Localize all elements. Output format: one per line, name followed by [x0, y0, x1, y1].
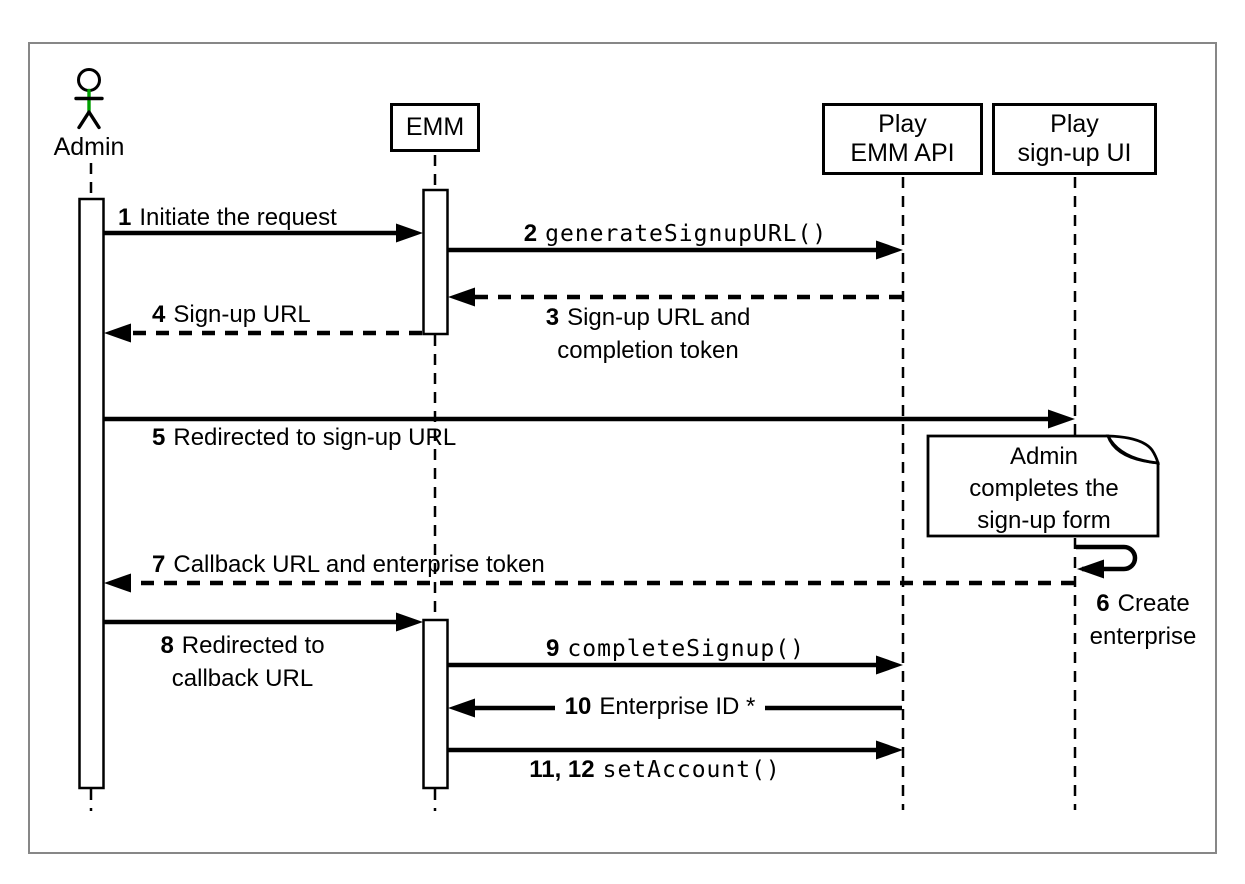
message-6-text1: Create: [1117, 590, 1190, 617]
note-admin-signup: [930, 441, 1158, 537]
admin-actor-icon: [76, 70, 102, 128]
message-6-number: 6: [1096, 590, 1110, 617]
message-1-number: 1: [118, 204, 132, 231]
message-4-arrowhead: [104, 324, 131, 343]
message-6-line2: enterprise: [1089, 623, 1197, 650]
actor-legs: [79, 112, 99, 128]
message-1-arrowhead: [396, 224, 423, 243]
message-5-arrowhead: [1048, 410, 1075, 429]
message-11-12-text: setAccount(): [602, 757, 781, 783]
participant-emm-label: EMM: [405, 113, 465, 141]
message-10-label: [520, 693, 800, 721]
participant-play-emm-api-line1: Play: [878, 110, 927, 138]
participant-play-emm-api-line2: EMM API: [850, 139, 955, 167]
note-line3: sign-up form: [977, 507, 1111, 534]
note-line1: Admin: [1009, 443, 1079, 470]
message-10-text: Enterprise ID *: [599, 693, 756, 720]
message-5-label: [152, 424, 456, 452]
message-1-text: Initiate the request: [139, 204, 337, 231]
self-message-6-loop: [1076, 547, 1135, 579]
message-2-label: [448, 220, 903, 248]
message-11-12-arrowhead: [876, 741, 903, 760]
message-1-label: [118, 204, 337, 232]
message-5-number: 5: [152, 424, 166, 451]
message-3-text1: Sign-up URL and: [567, 304, 751, 331]
message-7-text: Callback URL and enterprise token: [173, 551, 545, 578]
message-6-arrowhead: [1077, 560, 1104, 579]
participant-play-emm-api: [822, 103, 983, 175]
message-10-number: 10: [564, 693, 592, 720]
message-9-number: 9: [546, 635, 560, 662]
message-6-line1: [1077, 587, 1209, 620]
message-7-label: [152, 551, 545, 579]
admin-activation: [80, 199, 104, 788]
note-line2: completes the: [969, 475, 1119, 502]
emm-activation-1: [424, 190, 448, 334]
message-8-text1: Redirected to: [181, 632, 325, 659]
actor-admin-label: Admin: [53, 133, 125, 161]
message-11-12-label: [430, 756, 880, 784]
participant-play-signup-ui: [992, 103, 1157, 175]
message-3-line1: [448, 301, 848, 334]
message-5-text: Redirected to sign-up URL: [173, 424, 457, 451]
message-8-label: [120, 629, 365, 695]
message-9-text: completeSignup(): [567, 636, 805, 662]
message-8-arrowhead: [396, 613, 423, 632]
message-6-label: [1077, 587, 1209, 653]
message-3-label: [448, 301, 848, 367]
participant-play-signup-ui-line1: Play: [1050, 110, 1099, 138]
message-2-number: 2: [523, 220, 538, 247]
message-10-arrowhead: [448, 699, 475, 718]
message-9-label: [448, 635, 903, 663]
message-8-line2: callback URL: [171, 665, 314, 692]
message-8-line1: [120, 629, 365, 662]
participant-play-signup-ui-line2: sign-up UI: [1017, 139, 1132, 167]
message-6-loop-line: [1076, 547, 1135, 569]
message-8-number: 8: [160, 632, 174, 659]
message-4-label: [152, 301, 311, 329]
message-7-number: 7: [152, 551, 166, 578]
message-4-number: 4: [152, 301, 166, 328]
message-11-12-number: 11, 12: [529, 756, 595, 783]
message-10-bg: [555, 693, 766, 720]
participant-emm: [390, 103, 480, 152]
activation-bars: [80, 190, 448, 788]
message-4-text: Sign-up URL: [173, 301, 311, 328]
message-7-arrowhead: [104, 574, 131, 593]
message-2-text: generateSignupURL(): [545, 221, 828, 247]
message-3-line2: completion token: [557, 337, 739, 364]
message-3-number: 3: [545, 304, 560, 331]
actor-head: [79, 70, 100, 91]
